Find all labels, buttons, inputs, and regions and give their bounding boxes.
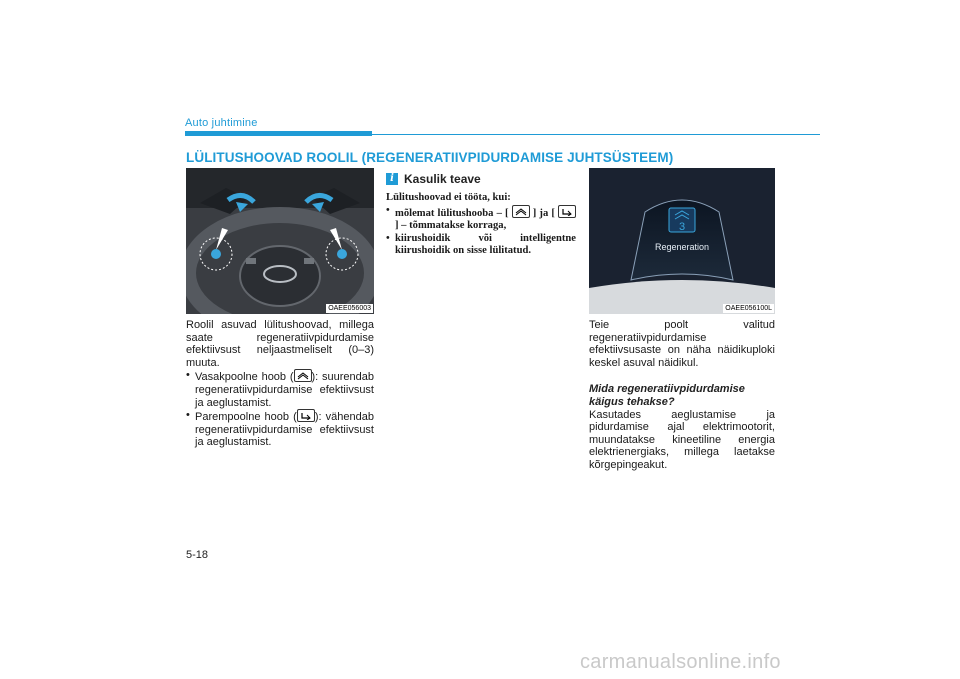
regeneration-paragraph: Kasutades aeglustamise ja pidurdamise ajal elektrimootorit, muundatakse kineetiline energia elektrienergiaks, millega laetakse kõrgepingeakut. bbox=[589, 408, 775, 471]
info-icon: i bbox=[386, 173, 398, 185]
regen-increase-icon bbox=[512, 205, 530, 218]
list-item: • Parempoolne hoob ( ): vähendab regeneratiivpidurdamise efektiivsust ja aeglustamist. bbox=[186, 409, 374, 449]
steering-wheel-illustration bbox=[186, 168, 374, 314]
intro-paragraph: Roolil asuvad lülitushoovad, millega saate regeneratiivpidurdamise efektiivsust neljaastmeliselt (0–3) muuta. bbox=[186, 319, 374, 369]
regen-decrease-icon bbox=[558, 205, 576, 218]
watermark: carmanualsonline.info bbox=[580, 651, 781, 673]
header-rule-thick bbox=[185, 131, 372, 136]
photo-code: OAEE056100L bbox=[725, 305, 772, 312]
header-rule-thin bbox=[372, 134, 820, 135]
page-number: 5-18 bbox=[186, 549, 209, 561]
list-item: • mõlemat lülitushooba – [ ] ja [ ] – tõmmatakse korraga, bbox=[386, 205, 576, 233]
photo-code: OAEE056003 bbox=[328, 305, 371, 312]
regen-increase-icon bbox=[294, 369, 312, 382]
info-intro: Lülitushoovad ei tööta, kui: bbox=[386, 192, 511, 203]
list-item: • Vasakpoolne hoob ( ): suurendab regeneratiivpidurdamise efektiivsust ja aeglustamist. bbox=[186, 369, 374, 409]
regen-decrease-icon bbox=[297, 409, 315, 422]
subheading: Mida regeneratiivpidurdamise käigus tehakse? bbox=[589, 383, 745, 408]
column-1 bbox=[186, 168, 374, 449]
column-3 bbox=[589, 168, 775, 472]
main-heading: LÜLITUSHOOVAD ROOLIL (REGENERATIIVPIDURDAMISE JUHTSÜSTEEM) bbox=[186, 150, 674, 165]
list-item: • kiirushoidik või intelligentne kiirushoidik on sisse lülitatud. bbox=[386, 233, 576, 258]
cluster-display-photo bbox=[589, 168, 775, 314]
info-title: Kasulik teave bbox=[404, 172, 481, 186]
display-paragraph: Teie poolt valitud regeneratiivpidurdamise efektiivsusaste on näha näidikuploki keskel asuval näidikul. bbox=[589, 319, 775, 369]
cluster-display-illustration bbox=[589, 168, 775, 314]
lever-list bbox=[186, 369, 374, 449]
display-level: 3 bbox=[678, 221, 686, 233]
info-header bbox=[386, 172, 576, 186]
column-2 bbox=[386, 168, 576, 258]
section-label: Auto juhtimine bbox=[185, 117, 258, 129]
display-label: Regeneration bbox=[654, 242, 710, 252]
steering-wheel-photo bbox=[186, 168, 374, 314]
info-list bbox=[386, 205, 576, 258]
